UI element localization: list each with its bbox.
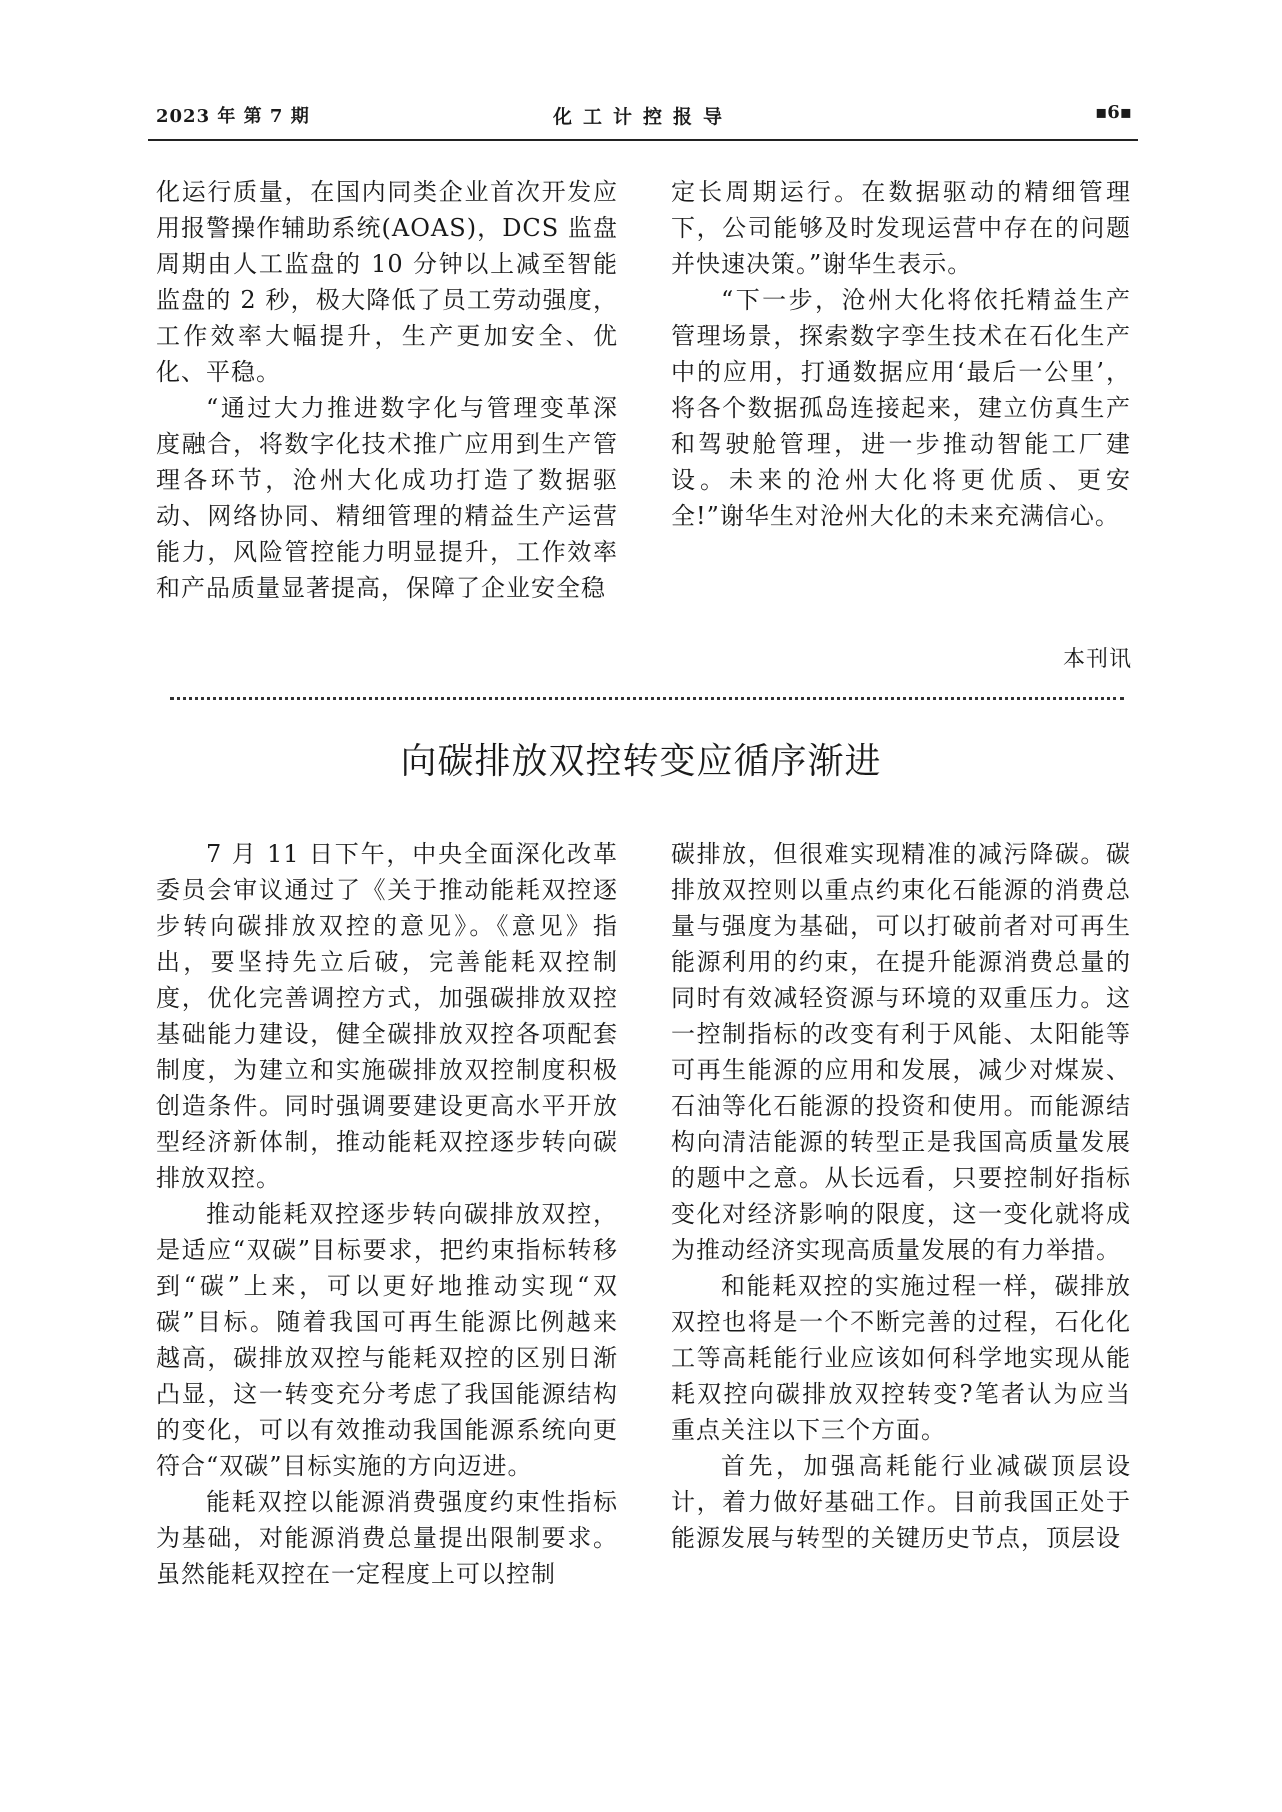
paragraph: 首先，加强高耗能行业减碳顶层设计，着力做好基础工作。目前我国正处于能源发展与转型的关键历史节点，顶层设 [671, 1452, 1131, 1552]
issue-label: 2023 年 第 7 期 [156, 106, 310, 127]
article-title: 向碳排放双控转变应循序渐进 [400, 741, 882, 782]
paragraph: “下一步，沧州大化将依托精益生产管理场景，探索数字孪生技术在石化生产中的应用，打通数据应用‘最后一公里’，将各个数据孤岛连接起来，建立仿真生产和驾驶舱管理，进一步推动智能工厂建设。未来的沧州大化将更优质、更安全!”谢华生对沧州大化的未来充满信心。 [671, 286, 1131, 530]
article-left-column [156, 836, 618, 1592]
paragraph: 推动能耗双控逐步转向碳排放双控，是适应“双碳”目标要求，把约束指标转移到“碳”上来，可以更好地推动实现“双碳”目标。随着我国可再生能源比例越来越高，碳排放双控与能耗双控的区别日渐凸显，这一转变充分考虑了我国能源结构的变化，可以有效推动我国能源系统向更符合“双碳”目标实施的方向迈进。 [156, 1200, 618, 1480]
paragraph: 化运行质量，在国内同类企业首次开发应用报警操作辅助系统(AOAS)，DCS 监盘周期由人工监盘的 10 分钟以上减至智能监盘的 2 秒，极大降低了员工劳动强度，工作效率大幅提升，生产更加安全、优化、平稳。 [156, 178, 618, 386]
paragraph: “通过大力推进数字化与管理变革深度融合，将数字化技术推广应用到生产管理各环节，沧州大化成功打造了数据驱动、网络协同、精细管理的精益生产运营能力，风险管控能力明显提升，工作效率和产品质量显著提高，保障了企业安全稳 [156, 394, 618, 602]
journal-name: 化工计控报导 [552, 106, 733, 128]
paragraph: 和能耗双控的实施过程一样，碳排放双控也将是一个不断完善的过程，石化化工等高耗能行业应该如何科学地实现从能耗双控向碳排放双控转变?笔者认为应当重点关注以下三个方面。 [671, 1272, 1131, 1444]
section-divider [170, 697, 1124, 700]
paragraph: 能耗双控以能源消费强度约束性指标为基础，对能源消费总量提出限制要求。虽然能耗双控在一定程度上可以控制 [156, 1488, 618, 1588]
article-right-column [671, 836, 1131, 1556]
paragraph: 碳排放，但很难实现精准的减污降碳。碳排放双控则以重点约束化石能源的消费总量与强度为基础，可以打破前者对可再生能源利用的约束，在提升能源消费总量的同时有效减轻资源与环境的双重压力。这一控制指标的改变有利于风能、太阳能等可再生能源的应用和发展，减少对煤炭、石油等化石能源的投资和使用。而能源结构向清洁能源的转型正是我国高质量发展的题中之意。从长远看，只要控制好指标变化对经济影响的限度，这一变化就将成为推动经济实现高质量发展的有力举措。 [671, 840, 1131, 1264]
top-article-right-column [671, 174, 1131, 534]
paragraph: 定长周期运行。在数据驱动的精细管理下，公司能够及时发现运营中存在的问题并快速决策。”谢华生表示。 [671, 178, 1131, 278]
top-article-left-column [156, 174, 618, 606]
article-credit: 本刊讯 [1062, 647, 1132, 672]
paragraph: 7 月 11 日下午，中央全面深化改革委员会审议通过了《关于推动能耗双控逐步转向碳排放双控的意见》。《意见》指出，要坚持先立后破，完善能耗双控制度，优化完善调控方式，加强碳排放双控基础能力建设，健全碳排放双控各项配套制度，为建立和实施碳排放双控制度积极创造条件。同时强调要建设更高水平开放型经济新体制，推动能耗双控逐步转向碳排放双控。 [156, 840, 618, 1192]
header-rule [148, 139, 1138, 141]
page-number: ▪6▪ [1095, 102, 1132, 123]
page-header [148, 92, 1138, 142]
